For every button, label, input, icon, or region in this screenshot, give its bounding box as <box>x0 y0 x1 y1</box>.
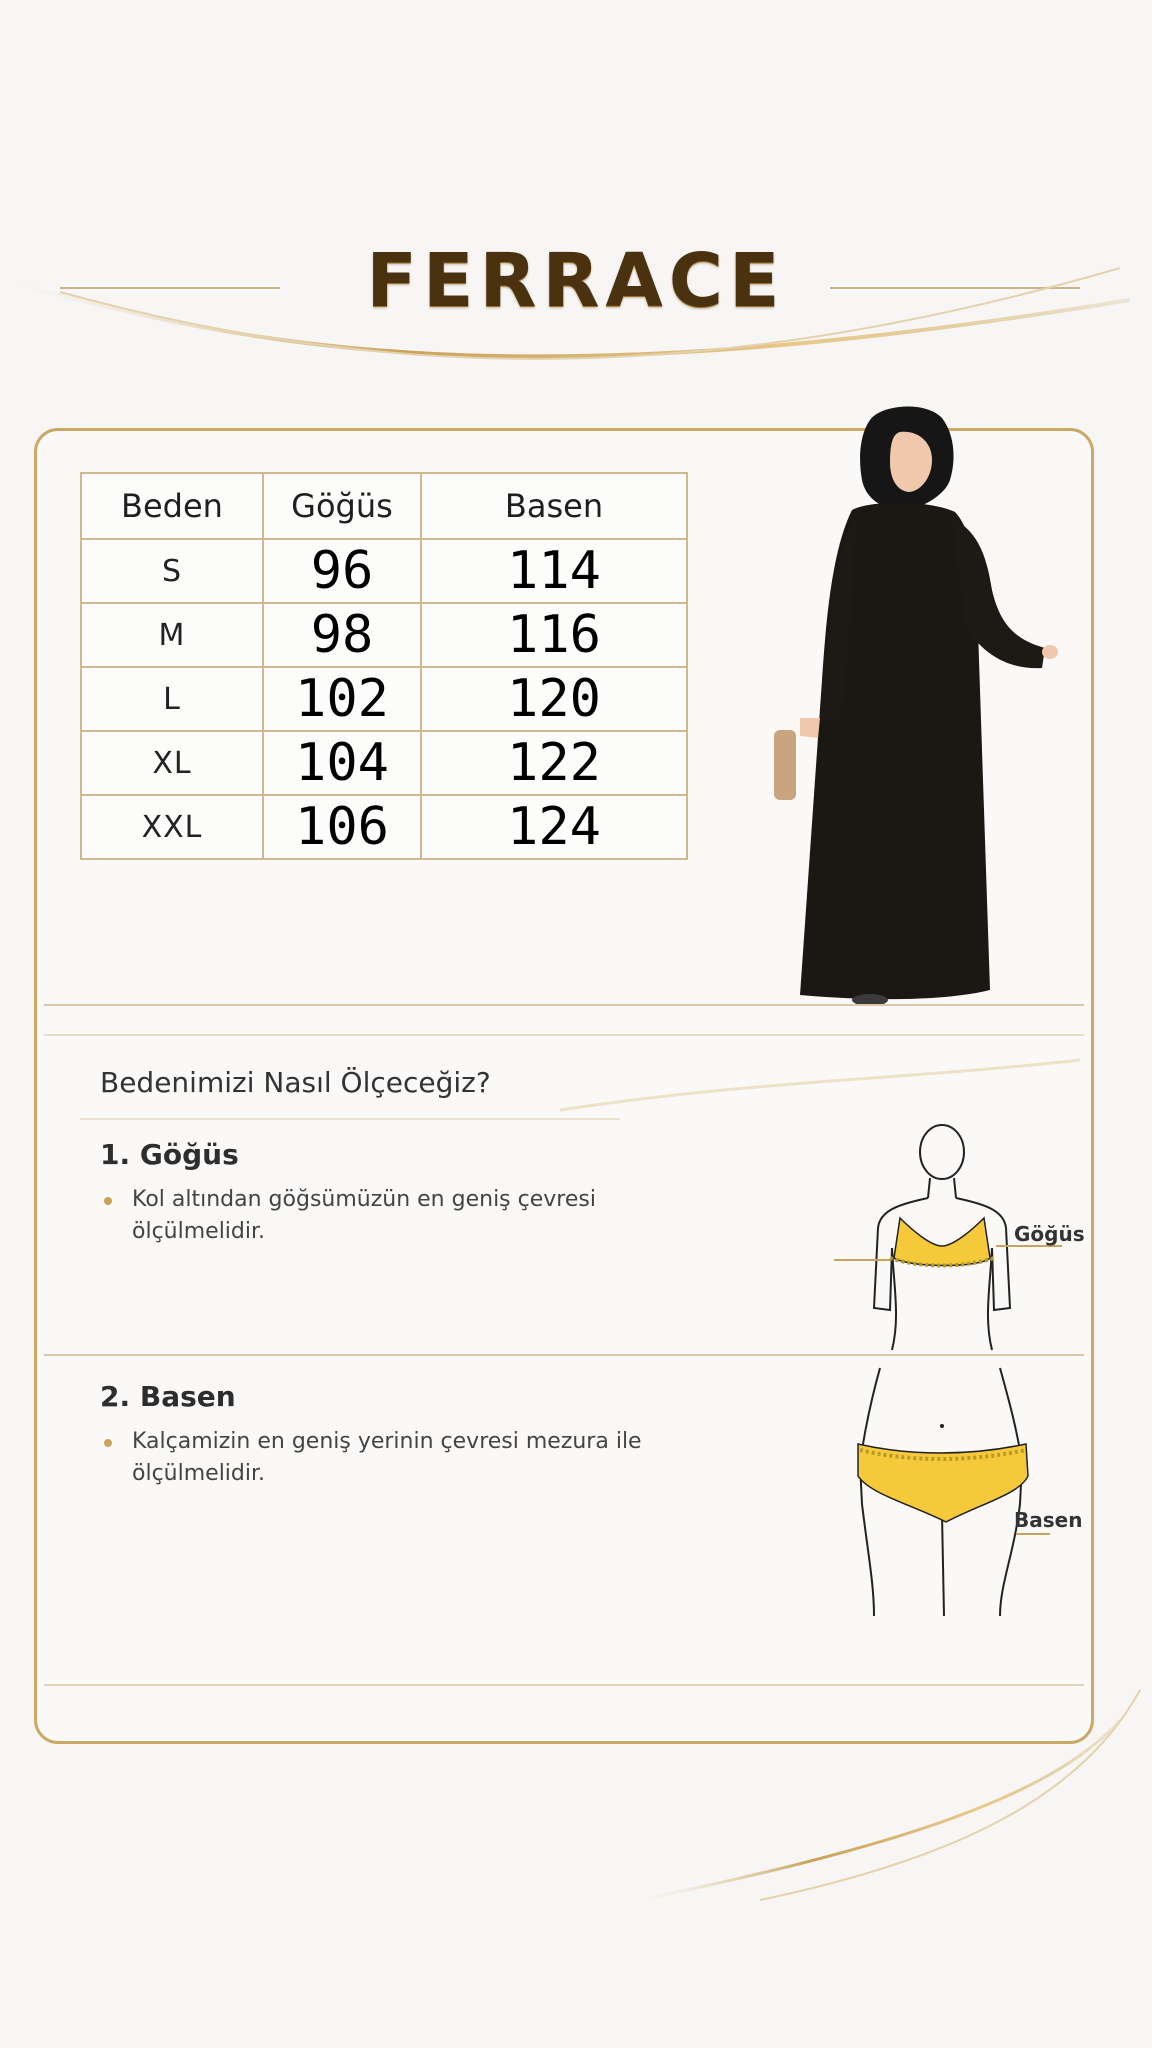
size-cell: S <box>81 539 263 603</box>
basen-cell: 122 <box>421 731 687 795</box>
header-basen: Basen <box>421 473 687 539</box>
heading-underline <box>80 1118 620 1120</box>
section-text-basen <box>132 1426 692 1490</box>
header-gogus: Göğüs <box>263 473 421 539</box>
size-cell: L <box>81 667 263 731</box>
basen-cell: 124 <box>421 795 687 859</box>
gogus-cell: 98 <box>263 603 421 667</box>
divider <box>44 1354 1084 1356</box>
basen-description: Kalçamizin en geniş yerinin çevresi mezura ile ölçülmelidir. <box>132 1429 642 1486</box>
divider <box>44 1004 1084 1006</box>
section-title-basen: 2. Basen <box>100 1380 236 1413</box>
bullet-dot <box>104 1197 112 1205</box>
header-beden: Beden <box>81 473 263 539</box>
basen-cell: 120 <box>421 667 687 731</box>
size-cell: M <box>81 603 263 667</box>
page-title: FERRACE <box>366 238 786 324</box>
gogus-cell: 96 <box>263 539 421 603</box>
model-figure-image <box>760 400 1060 1010</box>
section-text-gogus <box>132 1184 692 1248</box>
gogus-cell: 102 <box>263 667 421 731</box>
gogus-description: Kol altından göğsümüzün en geniş çevresi ölçülmelidir. <box>132 1187 596 1244</box>
table-row <box>81 667 687 731</box>
size-cell: XL <box>81 731 263 795</box>
bullet-dot <box>104 1439 112 1447</box>
divider <box>44 1684 1084 1686</box>
guide-heading: Bedenimizi Nasıl Ölçeceğiz? <box>100 1066 491 1099</box>
divider <box>44 1034 1084 1036</box>
table-row <box>81 795 687 859</box>
basen-cell: 116 <box>421 603 687 667</box>
table-header-row <box>81 473 687 539</box>
table-row <box>81 603 687 667</box>
basen-label: Basen <box>1014 1508 1083 1532</box>
table-row <box>81 731 687 795</box>
gogus-cell: 104 <box>263 731 421 795</box>
gogus-cell: 106 <box>263 795 421 859</box>
size-table <box>80 472 688 860</box>
gogus-label: Göğüs <box>1014 1222 1085 1246</box>
section-title-gogus: 1. Göğüs <box>100 1138 239 1171</box>
hip-measure-illustration <box>850 1364 1050 1620</box>
table-row <box>81 539 687 603</box>
basen-cell: 114 <box>421 539 687 603</box>
size-cell: XXL <box>81 795 263 859</box>
